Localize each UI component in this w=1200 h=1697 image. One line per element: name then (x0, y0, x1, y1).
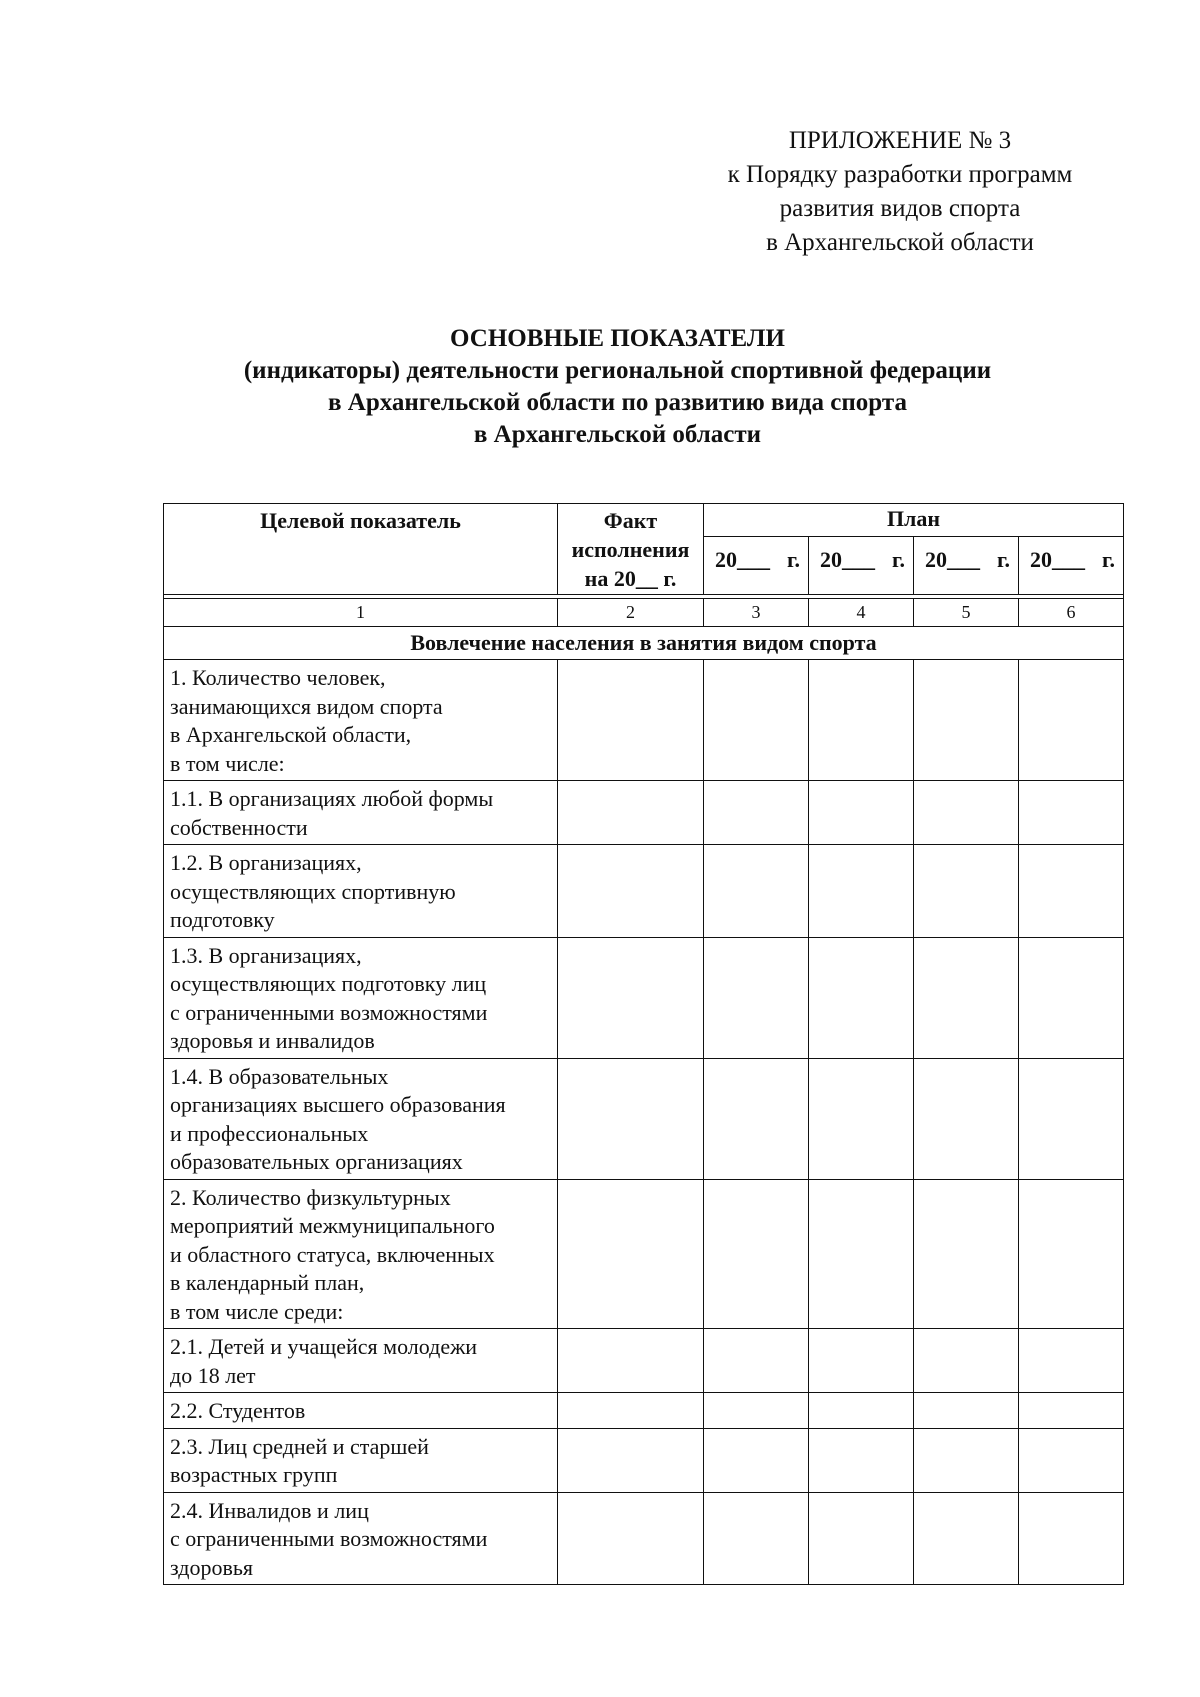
column-number: 5 (914, 599, 1019, 627)
table-row (164, 660, 1124, 781)
indicator-label-line: 1.1. В организациях любой формы (170, 786, 494, 811)
year-suffix: г. (786, 547, 800, 572)
table-row (164, 937, 1124, 1058)
indicator-label (164, 845, 558, 938)
plan-value-cell (914, 660, 1019, 781)
plan-value-cell (704, 1179, 809, 1329)
column-numbers-row (164, 599, 1124, 627)
appendix-ref-line: развития видов спорта (779, 195, 1021, 222)
title-line: в Архангельской области (473, 421, 762, 448)
plan-value-cell (809, 1179, 914, 1329)
indicator-label-line: 2.3. Лиц средней и старшей (170, 1433, 429, 1459)
indicator-label-line: 1.4. В образовательных (170, 1063, 389, 1089)
indicator-label-line: 1.3. В организациях, (170, 942, 362, 968)
plan-value-cell (809, 1428, 914, 1492)
indicator-label-line: в том числе среди: (170, 1298, 344, 1324)
header-year (914, 537, 1019, 595)
fact-value-cell (558, 1058, 704, 1179)
indicator-label (164, 937, 558, 1058)
plan-value-cell (704, 660, 809, 781)
plan-value-cell (914, 781, 1019, 845)
appendix-ref-line: в Архангельской области (766, 229, 1034, 256)
plan-value-cell (1019, 781, 1124, 845)
indicator-label (164, 1492, 558, 1585)
indicator-label-line: 2. Количество физкультурных (170, 1184, 451, 1210)
indicator-label-line: здоровья и инвалидов (170, 1028, 375, 1053)
column-number: 2 (558, 599, 704, 627)
plan-value-cell (914, 1058, 1019, 1179)
plan-value-cell (704, 1058, 809, 1179)
indicator-label-line: здоровья (170, 1554, 254, 1580)
plan-value-cell (704, 1492, 809, 1585)
header-year (809, 537, 914, 595)
table-row (164, 1058, 1124, 1179)
plan-value-cell (1019, 1393, 1124, 1429)
indicator-label (164, 660, 558, 781)
year-blank: 20___ (820, 547, 875, 572)
indicator-label (164, 1329, 558, 1393)
indicator-label-line: 1.2. В организациях, (170, 850, 362, 875)
header-year (1019, 537, 1124, 595)
fact-value-cell (558, 1393, 704, 1429)
plan-value-cell (914, 1428, 1019, 1492)
plan-value-cell (914, 845, 1019, 938)
indicator-label-line: 2.4. Инвалидов и лиц (170, 1497, 369, 1523)
year-suffix: г. (996, 547, 1010, 572)
plan-value-cell (1019, 660, 1124, 781)
indicator-label-line: до 18 лет (170, 1362, 256, 1388)
year-blank: 20___ (715, 547, 770, 572)
title-line: (индикаторы) деятельности региональной спортивной федерации (243, 357, 992, 384)
plan-value-cell (704, 845, 809, 938)
plan-value-cell (1019, 1428, 1124, 1492)
plan-value-cell (914, 1393, 1019, 1429)
indicator-label-line: собственности (170, 814, 308, 840)
plan-value-cell (914, 1179, 1019, 1329)
plan-value-cell (704, 937, 809, 1058)
indicator-label-line: с ограниченными возможностями (170, 999, 488, 1025)
table-row (164, 1428, 1124, 1492)
plan-value-cell (1019, 937, 1124, 1058)
indicator-label-line: мероприятий межмуниципального (170, 1213, 495, 1238)
table-row (164, 1179, 1124, 1329)
table-row (164, 781, 1124, 845)
indicator-label-line: организациях высшего образования (170, 1092, 506, 1117)
plan-value-cell (809, 1329, 914, 1393)
fact-value-cell (558, 1428, 704, 1492)
plan-value-cell (704, 1393, 809, 1429)
indicator-label-line: 1. Количество человек, (170, 665, 386, 690)
title-line: в Архангельской области по развитию вида спорта (328, 389, 907, 416)
plan-value-cell (809, 1058, 914, 1179)
indicator-label-line: и профессиональных (170, 1120, 369, 1146)
indicator-label (164, 1393, 558, 1429)
section-row (164, 627, 1124, 660)
plan-value-cell (809, 660, 914, 781)
indicator-label (164, 1428, 558, 1492)
fact-value-cell (558, 937, 704, 1058)
fact-value-cell (558, 1492, 704, 1585)
indicator-label-line: осуществляющих подготовку лиц (170, 971, 487, 996)
header-year (704, 537, 809, 595)
indicator-label-line: в Архангельской области, (170, 722, 412, 747)
header-target-indicator: Целевой показатель (164, 504, 558, 595)
appendix-ref-line: к Порядку разработки программ (727, 161, 1073, 188)
indicator-label-line: возрастных групп (170, 1462, 338, 1487)
appendix-number: ПРИЛОЖЕНИЕ № 3 (788, 127, 1012, 154)
plan-value-cell (1019, 1492, 1124, 1585)
indicator-label-line: в том числе: (170, 750, 285, 776)
table-row (164, 1393, 1124, 1429)
indicator-label-line: с ограниченными возможностями (170, 1526, 488, 1551)
plan-value-cell (914, 1329, 1019, 1393)
document-title (150, 323, 1085, 451)
plan-value-cell (914, 1492, 1019, 1585)
indicator-label (164, 1179, 558, 1329)
year-suffix: г. (891, 547, 905, 572)
indicator-label-line: 2.2. Студентов (170, 1398, 306, 1423)
plan-value-cell (1019, 1179, 1124, 1329)
indicator-label-line: занимающихся видом спорта (170, 693, 443, 719)
indicator-label-line: 2.1. Детей и учащейся молодежи (170, 1334, 478, 1359)
header-plan: План (704, 504, 1124, 537)
plan-value-cell (809, 781, 914, 845)
year-suffix: г. (1102, 547, 1116, 572)
plan-value-cell (1019, 1329, 1124, 1393)
plan-value-cell (704, 1329, 809, 1393)
table-row (164, 1329, 1124, 1393)
section-heading: Вовлечение населения в занятия видом спорта (164, 627, 1124, 660)
fact-value-cell (558, 845, 704, 938)
column-number: 4 (809, 599, 914, 627)
column-number: 3 (704, 599, 809, 627)
fact-value-cell (558, 660, 704, 781)
indicator-label-line: в календарный план, (170, 1270, 365, 1295)
year-blank: 20___ (925, 547, 980, 572)
header-fact-line: на 20__ г. (584, 566, 677, 591)
table-row (164, 1492, 1124, 1585)
indicator-label-line: осуществляющих спортивную (170, 878, 456, 904)
fact-value-cell (558, 1329, 704, 1393)
plan-value-cell (1019, 1058, 1124, 1179)
plan-value-cell (809, 937, 914, 1058)
plan-value-cell (914, 937, 1019, 1058)
plan-value-cell (809, 1393, 914, 1429)
plan-value-cell (704, 1428, 809, 1492)
indicator-label (164, 1058, 558, 1179)
column-number: 1 (164, 599, 558, 627)
header-fact-line: Факт (603, 508, 658, 533)
indicator-label (164, 781, 558, 845)
year-blank: 20___ (1030, 547, 1085, 572)
table-row (164, 845, 1124, 938)
indicator-label-line: и областного статуса, включенных (170, 1241, 495, 1267)
plan-value-cell (704, 781, 809, 845)
title-line: ОСНОВНЫЕ ПОКАЗАТЕЛИ (450, 325, 785, 352)
indicator-label-line: образовательных организациях (170, 1149, 463, 1174)
fact-value-cell (558, 781, 704, 845)
indicators-table (163, 503, 1124, 1585)
fact-value-cell (558, 1179, 704, 1329)
plan-value-cell (809, 1492, 914, 1585)
indicator-label-line: подготовку (170, 907, 275, 932)
plan-value-cell (1019, 845, 1124, 938)
header-fact (558, 504, 704, 595)
plan-value-cell (809, 845, 914, 938)
column-number: 6 (1019, 599, 1124, 627)
appendix-heading (690, 124, 1110, 260)
header-fact-line: исполнения (571, 537, 690, 562)
